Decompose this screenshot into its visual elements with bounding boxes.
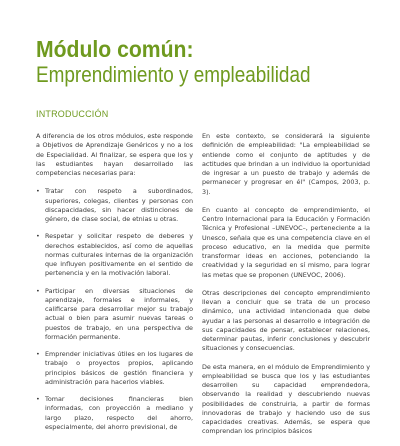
list-item: • Respetar y solicitar respeto de deberes y derechos establecidos, así como de aquellas normas culturales internas de la organización que influyen positivamente en el sentido de pertenencia y en la motivación laboral. bbox=[36, 232, 193, 278]
list-item: • Participar en diversas situaciones de aprendizaje, formales e informales, y calificarse para desarrollar mejor su trabajo actual o bien para asumir nuevas tareas o puestos de trabajo, en una perspectiva de formación permanente. bbox=[36, 287, 193, 343]
paragraph-employability: En este contexto, se considerará la siguiente definición de empleabilidad: "La empleabilidad se entiende como el conjunto de aptitudes y de actitudes que brindan a un individuo la oportunidad de ingresar a un puesto de trabajo y además de permanecer y progresar en él" (Campos, 2003, p. 3). bbox=[202, 132, 370, 196]
page-subtitle: Emprendimiento y empleabilidad bbox=[36, 62, 311, 87]
paragraph-entrepreneurship: En cuanto al concepto de emprendimiento, el Centro Internacional para la Educación y Formación Técnica y Profesional –UNEVOC–, perteneciente a la Unesco, señala que es una competencia clave en el proceso educativo, en la medida que permite transformar ideas en acciones, potenciando la creatividad y la seguridad en sí mismo, para lograr las metas que se proponen (UNEVOC, 2006). bbox=[202, 205, 370, 279]
page-title: Módulo común: bbox=[36, 36, 194, 62]
left-column bbox=[36, 132, 193, 440]
list-item: • Emprender iniciativas útiles en los lugares de trabajo o proyectos propios, aplicando principios básicos de gestión financiera y administración para hacerlos viables. bbox=[36, 350, 193, 387]
paragraph-module: De esta manera, en el módulo de Emprendimiento y empleabilidad se busca que los y las estudiantes desarrollen su capacidad emprendedora, observando la realidad y descubriendo nuevas posibilidades de construirla, a partir de formas innovadoras de trabajo y haciendo uso de sus capacidades creativas. Además, se espera que comprendan los principios básicos bbox=[202, 362, 370, 436]
list-item: • Tratar con respeto a subordinados, superiores, colegas, clientes y personas con discapacidades, sin hacer distinciones de género, de clase social, de etnias u otras. bbox=[36, 187, 193, 224]
page-title-block bbox=[36, 36, 376, 88]
list-item: • Tomar decisiones financieras bien informadas, con proyección a mediano y largo plazo, respecto del ahorro, especialmente, del ahorro previsional, de bbox=[36, 395, 193, 432]
competencies-list bbox=[36, 187, 193, 432]
right-column bbox=[202, 132, 370, 446]
section-heading: INTRODUCCIÓN bbox=[36, 109, 109, 119]
paragraph-descriptions: Otras descripciones del concepto emprendimiento llevan a concluir que se trata de un proceso dinámico, una actividad intencionada que debe ayudar a las personas al desarrollo e integración de sus capacidades de pensar, establecer relaciones, determinar pautas, inferir conclusiones y descubrir situaciones y consecuencias. bbox=[202, 288, 370, 353]
intro-paragraph: A diferencia de los otros módulos, este responde a Objetivos de Aprendizaje Genéricos y no a los de Especialidad. Al finalizar, se espera que los y las estudiantes hayan desarrollado las competencias necesarias para: bbox=[36, 132, 193, 177]
